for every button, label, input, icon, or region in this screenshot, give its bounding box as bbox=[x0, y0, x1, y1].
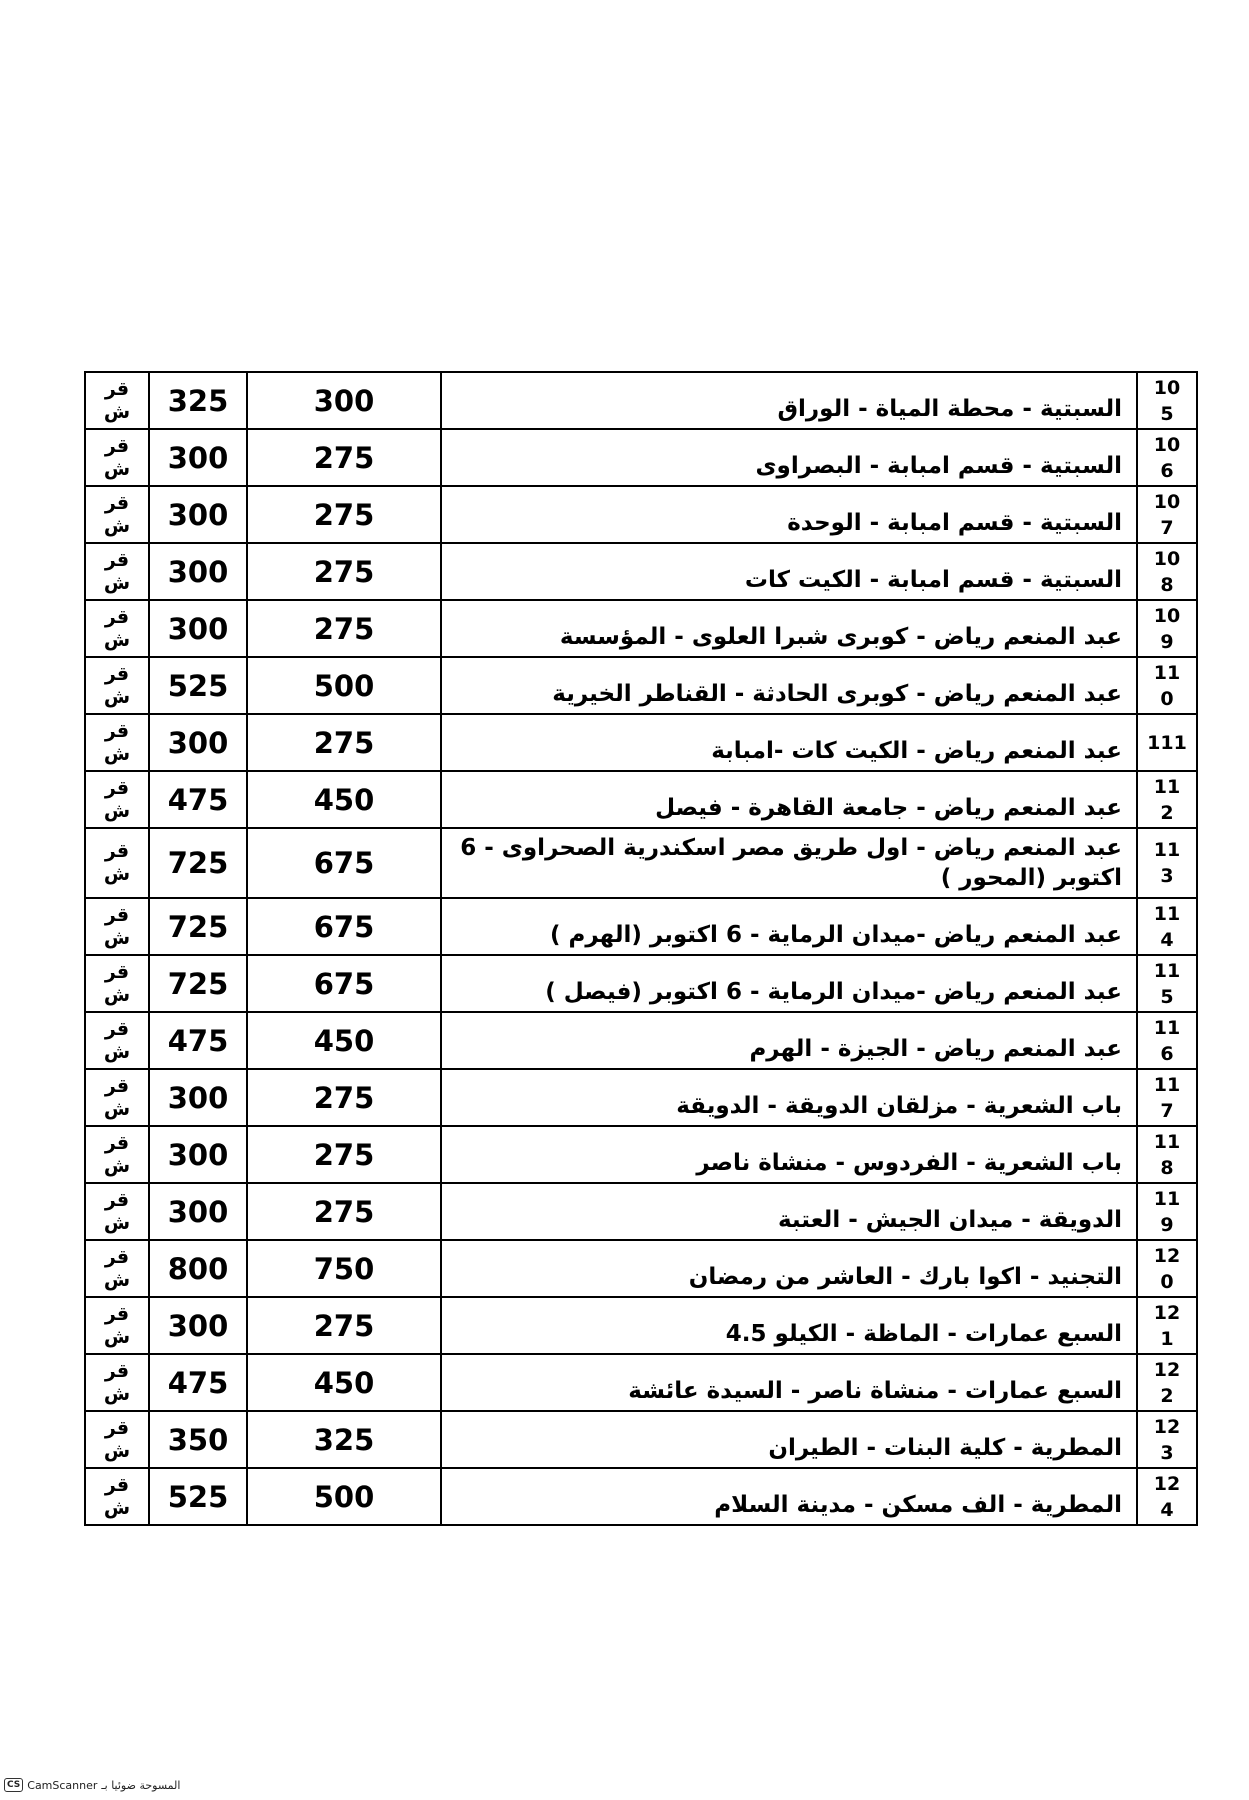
currency-unit-part: قر bbox=[104, 1131, 130, 1154]
currency-unit-part: ش bbox=[103, 1097, 131, 1120]
currency-unit-cell bbox=[85, 657, 149, 714]
table-row bbox=[85, 1468, 1197, 1525]
currency-unit-cell bbox=[85, 543, 149, 600]
currency-unit-part: ش bbox=[103, 1325, 131, 1348]
new-fare-cell: 300 bbox=[149, 1297, 247, 1354]
new-fare-cell: 300 bbox=[149, 714, 247, 771]
table-row bbox=[85, 1411, 1197, 1468]
currency-unit-cell bbox=[85, 1297, 149, 1354]
line-number-cell bbox=[1137, 828, 1197, 898]
currency-unit-cell bbox=[85, 486, 149, 543]
new-fare-cell: 525 bbox=[149, 1468, 247, 1525]
currency-unit-part: قر bbox=[104, 1245, 130, 1268]
old-fare-cell: 500 bbox=[247, 657, 441, 714]
line-number-part: 4 bbox=[1160, 1498, 1174, 1521]
old-fare-cell: 750 bbox=[247, 1240, 441, 1297]
currency-unit-cell bbox=[85, 1126, 149, 1183]
table-row bbox=[85, 1354, 1197, 1411]
route-cell bbox=[441, 1012, 1137, 1069]
route-cell bbox=[441, 372, 1137, 429]
route-cell bbox=[441, 429, 1137, 486]
currency-unit-part: ش bbox=[103, 799, 131, 822]
route-text: المطرية - كلية البنات - الطيران bbox=[768, 1435, 1122, 1461]
scanner-app-name: CamScanner bbox=[27, 1778, 98, 1792]
scanned-with-label: المسوحة ضوئيا بـ bbox=[101, 1778, 181, 1792]
route-cell bbox=[441, 898, 1137, 955]
route-cell bbox=[441, 1468, 1137, 1525]
currency-unit-cell bbox=[85, 1354, 149, 1411]
route-cell bbox=[441, 1240, 1137, 1297]
route-cell bbox=[441, 1354, 1137, 1411]
old-fare-cell: 325 bbox=[247, 1411, 441, 1468]
route-cell bbox=[441, 486, 1137, 543]
currency-unit-part: ش bbox=[103, 863, 131, 885]
line-number-part: 12 bbox=[1153, 1415, 1181, 1438]
line-number-part: 11 bbox=[1153, 1187, 1181, 1210]
new-fare-cell: 725 bbox=[149, 828, 247, 898]
currency-unit-part: ش bbox=[103, 1268, 131, 1291]
new-fare-cell: 475 bbox=[149, 771, 247, 828]
route-cell bbox=[441, 657, 1137, 714]
table-row bbox=[85, 429, 1197, 486]
line-number-part: 11 bbox=[1153, 1016, 1181, 1039]
currency-unit-part: قر bbox=[104, 1359, 130, 1382]
new-fare-cell: 300 bbox=[149, 1069, 247, 1126]
line-number-part: 12 bbox=[1153, 1244, 1181, 1267]
currency-unit-cell bbox=[85, 1012, 149, 1069]
route-text: التجنيد - اكوا بارك - العاشر من رمضان bbox=[688, 1264, 1122, 1290]
route-cell bbox=[441, 828, 1137, 898]
currency-unit-part: قر bbox=[104, 776, 130, 799]
new-fare-cell: 300 bbox=[149, 600, 247, 657]
currency-unit-part: قر bbox=[104, 719, 130, 742]
route-cell bbox=[441, 543, 1137, 600]
old-fare-cell: 675 bbox=[247, 955, 441, 1012]
line-number-part: 2 bbox=[1160, 1384, 1174, 1407]
table-row bbox=[85, 955, 1197, 1012]
new-fare-cell: 475 bbox=[149, 1012, 247, 1069]
table-row bbox=[85, 1069, 1197, 1126]
currency-unit-part: قر bbox=[104, 1416, 130, 1439]
line-number-cell bbox=[1137, 372, 1197, 429]
new-fare-cell: 800 bbox=[149, 1240, 247, 1297]
line-number-part: 10 bbox=[1153, 547, 1181, 570]
route-text: السبع عمارات - منشاة ناصر - السيدة عائشة bbox=[628, 1378, 1122, 1404]
currency-unit-part: قر bbox=[104, 434, 130, 457]
table-row bbox=[85, 828, 1197, 898]
table-row bbox=[85, 543, 1197, 600]
line-number-part: 2 bbox=[1160, 801, 1174, 824]
route-text: السبتية - قسم امبابة - الكيت كات bbox=[744, 567, 1122, 593]
currency-unit-cell bbox=[85, 898, 149, 955]
currency-unit-part: ش bbox=[103, 1211, 131, 1234]
new-fare-cell: 725 bbox=[149, 955, 247, 1012]
old-fare-cell: 450 bbox=[247, 771, 441, 828]
route-text: عبد المنعم رياض - اول طريق مصر اسكندرية الصحراوى - 6 اكتوبر (المحور ) bbox=[460, 835, 1122, 891]
currency-unit-part: ش bbox=[103, 742, 131, 765]
line-number-part: 11 bbox=[1153, 1130, 1181, 1153]
old-fare-cell: 300 bbox=[247, 372, 441, 429]
line-number-part: 9 bbox=[1160, 1213, 1174, 1236]
currency-unit-cell bbox=[85, 828, 149, 898]
currency-unit-part: قر bbox=[104, 1473, 130, 1496]
table-row bbox=[85, 1012, 1197, 1069]
old-fare-cell: 675 bbox=[247, 828, 441, 898]
line-number-part: 1 bbox=[1160, 1327, 1174, 1350]
table-row bbox=[85, 771, 1197, 828]
currency-unit-part: قر bbox=[104, 377, 130, 400]
old-fare-cell: 275 bbox=[247, 543, 441, 600]
line-number-cell bbox=[1137, 1069, 1197, 1126]
currency-unit-cell bbox=[85, 1069, 149, 1126]
currency-unit-part: ش bbox=[103, 926, 131, 949]
line-number-part: 5 bbox=[1160, 985, 1174, 1008]
currency-unit-cell bbox=[85, 1411, 149, 1468]
currency-unit-part: ش bbox=[103, 1040, 131, 1063]
line-number-part: 11 bbox=[1153, 775, 1181, 798]
currency-unit-part: قر bbox=[104, 1074, 130, 1097]
table-row bbox=[85, 600, 1197, 657]
route-text: المطرية - الف مسكن - مدينة السلام bbox=[714, 1492, 1122, 1518]
currency-unit-cell bbox=[85, 771, 149, 828]
currency-unit-part: قر bbox=[104, 662, 130, 685]
line-number-cell bbox=[1137, 429, 1197, 486]
new-fare-cell: 350 bbox=[149, 1411, 247, 1468]
currency-unit-part: قر bbox=[104, 1188, 130, 1211]
line-number-part: 0 bbox=[1160, 1270, 1174, 1293]
line-number-part: 111 bbox=[1147, 731, 1187, 754]
line-number-cell bbox=[1137, 1411, 1197, 1468]
currency-unit-cell bbox=[85, 714, 149, 771]
new-fare-cell: 525 bbox=[149, 657, 247, 714]
currency-unit-cell bbox=[85, 372, 149, 429]
table-row bbox=[85, 372, 1197, 429]
currency-unit-part: ش bbox=[103, 514, 131, 537]
route-text: عبد المنعم رياض -ميدان الرماية - 6 اكتوبر (فيصل ) bbox=[545, 979, 1122, 1005]
line-number-part: 5 bbox=[1160, 402, 1174, 425]
new-fare-cell: 325 bbox=[149, 372, 247, 429]
currency-unit-cell bbox=[85, 955, 149, 1012]
currency-unit-cell bbox=[85, 1183, 149, 1240]
new-fare-cell: 475 bbox=[149, 1354, 247, 1411]
old-fare-cell: 450 bbox=[247, 1354, 441, 1411]
line-number-part: 12 bbox=[1153, 1358, 1181, 1381]
line-number-part: 6 bbox=[1160, 459, 1174, 482]
currency-unit-part: ش bbox=[103, 1439, 131, 1462]
currency-unit-part: ش bbox=[103, 400, 131, 423]
route-text: عبد المنعم رياض - الكيت كات -امبابة bbox=[711, 738, 1122, 764]
currency-unit-part: قر bbox=[104, 548, 130, 571]
table-row bbox=[85, 486, 1197, 543]
route-cell bbox=[441, 714, 1137, 771]
line-number-part: 0 bbox=[1160, 687, 1174, 710]
line-number-cell bbox=[1137, 714, 1197, 771]
line-number-part: 3 bbox=[1160, 1441, 1174, 1464]
new-fare-cell: 300 bbox=[149, 1183, 247, 1240]
route-text: السبتية - محطة المياة - الوراق bbox=[777, 396, 1122, 422]
route-cell bbox=[441, 771, 1137, 828]
line-number-part: 7 bbox=[1160, 1099, 1174, 1122]
currency-unit-part: قر bbox=[104, 903, 130, 926]
route-cell bbox=[441, 1126, 1137, 1183]
table-row bbox=[85, 1126, 1197, 1183]
line-number-part: 7 bbox=[1160, 516, 1174, 539]
table-row bbox=[85, 1183, 1197, 1240]
line-number-part: 4 bbox=[1160, 928, 1174, 951]
new-fare-cell: 300 bbox=[149, 543, 247, 600]
line-number-part: 12 bbox=[1153, 1472, 1181, 1495]
line-number-cell bbox=[1137, 1354, 1197, 1411]
line-number-part: 10 bbox=[1153, 490, 1181, 513]
scanner-watermark bbox=[4, 1778, 180, 1792]
currency-unit-part: ش bbox=[103, 457, 131, 480]
line-number-cell bbox=[1137, 1468, 1197, 1525]
fares-table-body bbox=[85, 372, 1197, 1525]
line-number-part: 3 bbox=[1160, 865, 1174, 887]
line-number-cell bbox=[1137, 898, 1197, 955]
line-number-cell bbox=[1137, 1297, 1197, 1354]
currency-unit-part: ش bbox=[103, 1382, 131, 1405]
currency-unit-part: قر bbox=[104, 1017, 130, 1040]
line-number-cell bbox=[1137, 1012, 1197, 1069]
new-fare-cell: 300 bbox=[149, 1126, 247, 1183]
camscanner-logo: CS bbox=[4, 1778, 23, 1792]
old-fare-cell: 450 bbox=[247, 1012, 441, 1069]
line-number-part: 10 bbox=[1153, 433, 1181, 456]
line-number-cell bbox=[1137, 543, 1197, 600]
currency-unit-cell bbox=[85, 600, 149, 657]
route-text: السبتية - قسم امبابة - البصراوى bbox=[755, 453, 1122, 479]
line-number-part: 10 bbox=[1153, 376, 1181, 399]
line-number-cell bbox=[1137, 486, 1197, 543]
currency-unit-part: ش bbox=[103, 1154, 131, 1177]
route-text: عبد المنعم رياض - الجيزة - الهرم bbox=[749, 1036, 1122, 1062]
line-number-cell bbox=[1137, 1183, 1197, 1240]
line-number-part: 11 bbox=[1153, 959, 1181, 982]
currency-unit-part: ش bbox=[103, 628, 131, 651]
old-fare-cell: 275 bbox=[247, 429, 441, 486]
currency-unit-cell bbox=[85, 429, 149, 486]
line-number-part: 11 bbox=[1153, 839, 1181, 861]
old-fare-cell: 275 bbox=[247, 1126, 441, 1183]
route-cell bbox=[441, 955, 1137, 1012]
route-cell bbox=[441, 600, 1137, 657]
route-text: باب الشعرية - مزلقان الدويقة - الدويقة bbox=[676, 1093, 1122, 1119]
table-row bbox=[85, 657, 1197, 714]
line-number-part: 8 bbox=[1160, 573, 1174, 596]
currency-unit-part: قر bbox=[104, 491, 130, 514]
route-text: السبتية - قسم امبابة - الوحدة bbox=[787, 510, 1122, 536]
route-cell bbox=[441, 1069, 1137, 1126]
route-text: عبد المنعم رياض - جامعة القاهرة - فيصل bbox=[655, 795, 1122, 821]
new-fare-cell: 725 bbox=[149, 898, 247, 955]
currency-unit-cell bbox=[85, 1468, 149, 1525]
line-number-cell bbox=[1137, 600, 1197, 657]
route-cell bbox=[441, 1297, 1137, 1354]
currency-unit-part: قر bbox=[104, 1302, 130, 1325]
line-number-part: 11 bbox=[1153, 902, 1181, 925]
line-number-part: 6 bbox=[1160, 1042, 1174, 1065]
route-cell bbox=[441, 1411, 1137, 1468]
currency-unit-part: ش bbox=[103, 983, 131, 1006]
new-fare-cell: 300 bbox=[149, 486, 247, 543]
currency-unit-part: ش bbox=[103, 1496, 131, 1519]
line-number-cell bbox=[1137, 771, 1197, 828]
line-number-cell bbox=[1137, 1126, 1197, 1183]
table-row bbox=[85, 898, 1197, 955]
line-number-part: 8 bbox=[1160, 1156, 1174, 1179]
route-text: عبد المنعم رياض - كوبرى شبرا العلوى - المؤسسة bbox=[559, 624, 1122, 650]
old-fare-cell: 275 bbox=[247, 600, 441, 657]
old-fare-cell: 675 bbox=[247, 898, 441, 955]
line-number-cell bbox=[1137, 955, 1197, 1012]
currency-unit-cell bbox=[85, 1240, 149, 1297]
fares-table bbox=[84, 371, 1198, 1526]
line-number-part: 11 bbox=[1153, 1073, 1181, 1096]
currency-unit-part: قر bbox=[104, 960, 130, 983]
table-row bbox=[85, 1297, 1197, 1354]
table-row bbox=[85, 714, 1197, 771]
old-fare-cell: 275 bbox=[247, 486, 441, 543]
line-number-part: 11 bbox=[1153, 661, 1181, 684]
new-fare-cell: 300 bbox=[149, 429, 247, 486]
line-number-part: 10 bbox=[1153, 604, 1181, 627]
currency-unit-part: ش bbox=[103, 571, 131, 594]
route-cell bbox=[441, 1183, 1137, 1240]
old-fare-cell: 275 bbox=[247, 1069, 441, 1126]
route-text: عبد المنعم رياض -ميدان الرماية - 6 اكتوبر (الهرم ) bbox=[550, 922, 1122, 948]
line-number-part: 9 bbox=[1160, 630, 1174, 653]
currency-unit-part: قر bbox=[104, 840, 130, 862]
route-text: الدويقة - ميدان الجيش - العتبة bbox=[777, 1207, 1122, 1233]
line-number-cell bbox=[1137, 657, 1197, 714]
currency-unit-part: قر bbox=[104, 605, 130, 628]
old-fare-cell: 275 bbox=[247, 1183, 441, 1240]
old-fare-cell: 275 bbox=[247, 714, 441, 771]
route-text: عبد المنعم رياض - كوبرى الحادثة - القناطر الخيرية bbox=[552, 681, 1122, 707]
old-fare-cell: 500 bbox=[247, 1468, 441, 1525]
route-text: السبع عمارات - الماظة - الكيلو 4.5 bbox=[725, 1321, 1122, 1347]
line-number-part: 12 bbox=[1153, 1301, 1181, 1324]
currency-unit-part: ش bbox=[103, 685, 131, 708]
table-row bbox=[85, 1240, 1197, 1297]
line-number-cell bbox=[1137, 1240, 1197, 1297]
route-text: باب الشعرية - الفردوس - منشاة ناصر bbox=[696, 1150, 1122, 1176]
old-fare-cell: 275 bbox=[247, 1297, 441, 1354]
